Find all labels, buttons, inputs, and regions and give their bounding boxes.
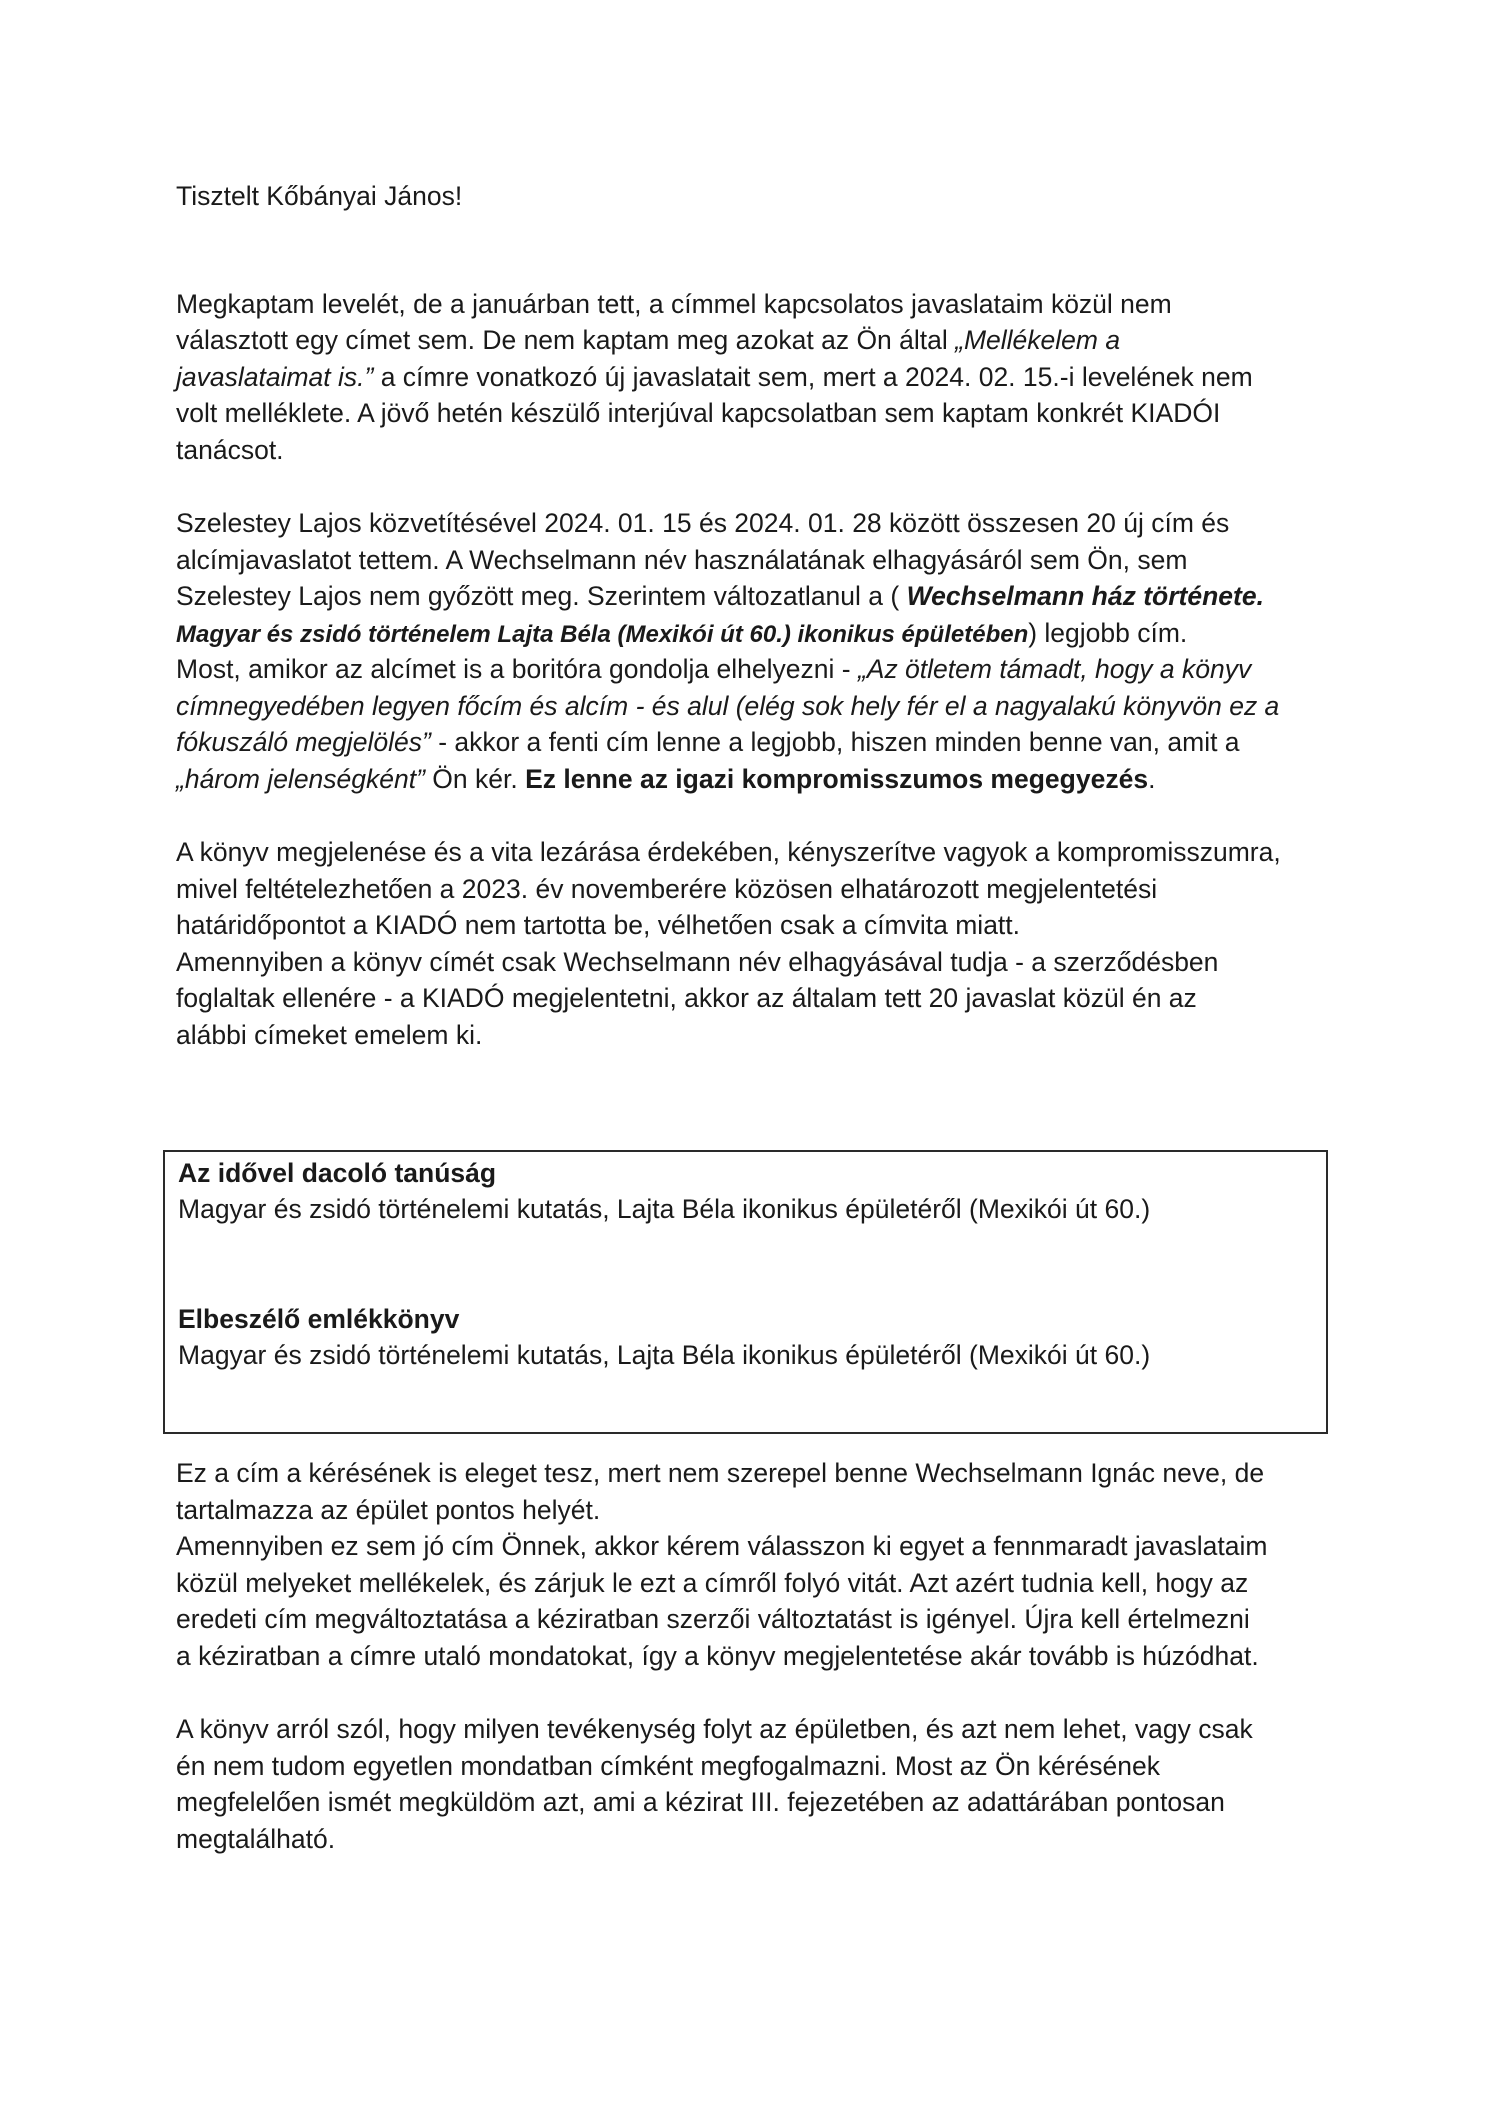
text-line: foglaltak ellenére - a KIADÓ megjelentetni, akkor az általam tett 20 javaslat közül én az [176, 983, 1197, 1013]
quote-line: címnegyedében legyen főcím és alcím - és alul (elég sok hely fér el a nagyalakú könyvön ez a [176, 691, 1280, 721]
text-line: én nem tudom egyetlen mondatban címként megfogalmazni. Most az Ön kérésének [176, 1751, 1160, 1781]
text-line [176, 615, 1187, 653]
text-line: a kéziratban a címre utaló mondatokat, így a könyv megjelentetése akár tovább is húzódhat. [176, 1641, 1259, 1671]
text-span: a címre vonatkozó új javaslatait sem, mert a 2024. 02. 15.-i levelének nem [373, 362, 1253, 392]
proposal-subtitle-2: Magyar és zsidó történelemi kutatás, Lajta Béla ikonikus épületéről (Mexikói út 60.) [178, 1340, 1151, 1370]
text-line: alábbi címeket emelem ki. [176, 1020, 483, 1050]
text-line: közül melyeket mellékelek, és zárjuk le ezt a címről folyó vitát. Azt azért tudnia kell, hogy az [176, 1568, 1249, 1598]
bold-span: Ez lenne az igazi kompromisszumos megegyezés [525, 764, 1149, 794]
text-line: tartalmazza az épület pontos helyét. [176, 1495, 601, 1525]
proposal-subtitle-1: Magyar és zsidó történelemi kutatás, Lajta Béla ikonikus épületéről (Mexikói út 60.) [178, 1194, 1151, 1224]
text-line [176, 724, 1240, 760]
text-span: Szelestey Lajos nem győzött meg. Szerintem változatlanul a ( [176, 581, 907, 611]
title-proposals-box [163, 1150, 1328, 1434]
text-line: eredeti cím megváltoztatása a kéziratban szerzői változtatást is igényel. Újra kell értelmezni [176, 1604, 1250, 1634]
text-line: Ez a cím a kérésének is eleget tesz, mert nem szerepel benne Wechselmann Ignác neve, de [176, 1458, 1265, 1488]
text-span: ) legjobb cím. [1028, 618, 1188, 648]
text-line: Megkaptam levelét, de a januárban tett, a címmel kapcsolatos javaslataim közül nem [176, 289, 1172, 319]
quote-span: „három jelenségként” [176, 764, 425, 794]
text-line: Amennyiben a könyv címét csak Wechselmann név elhagyásával tudja - a szerződésben [176, 947, 1219, 977]
proposed-title: Wechselmann ház története. [906, 581, 1264, 611]
text-line [176, 578, 1264, 614]
quote-span: fókuszáló megjelölés” [176, 727, 431, 757]
quote-span: javaslataimat is.” [176, 362, 374, 392]
text-line: mivel feltételezhetően a 2023. év novemberére közösen elhatározott megjelentetési [176, 874, 1158, 904]
text-line: A könyv arról szól, hogy milyen tevékenység folyt az épületben, és azt nem lehet, vagy csak [176, 1714, 1253, 1744]
salutation: Tisztelt Kőbányai János! [176, 181, 463, 211]
proposal-title-1: Az idővel dacoló tanúság [178, 1158, 497, 1188]
text-span: Ön kér. [424, 764, 526, 794]
text-line: volt melléklete. A jövő hetén készülő interjúval kapcsolatban sem kaptam konkrét KIADÓI [176, 398, 1221, 428]
text-line: A könyv megjelenése és a vita lezárása érdekében, kényszerítve vagyok a kompromisszumra, [176, 837, 1281, 867]
quote-span: „Mellékelem a [955, 325, 1121, 355]
text-line: Szelestey Lajos közvetítésével 2024. 01. 15 és 2024. 01. 28 között összesen 20 új cím és [176, 508, 1230, 538]
text-line: Amennyiben ez sem jó cím Önnek, akkor kérem válasszon ki egyet a fennmaradt javaslataim [176, 1531, 1268, 1561]
text-line: megfelelően ismét megküldöm azt, ami a kézirat III. fejezetében az adattárában pontosan [176, 1787, 1225, 1817]
text-line [176, 322, 1120, 358]
text-line [176, 359, 1253, 395]
proposal-title-2: Elbeszélő emlékkönyv [178, 1304, 460, 1334]
text-span: - akkor a fenti cím lenne a legjobb, hiszen minden benne van, amit a [430, 727, 1240, 757]
text-line: alcímjavaslatot tettem. A Wechselmann név használatának elhagyásáról sem Ön, sem [176, 545, 1188, 575]
text-line [176, 651, 1251, 687]
quote-span: „Az ötletem támadt, hogy a könyv [857, 654, 1252, 684]
text-span: Most, amikor az alcímet is a boritóra gondolja elhelyezni - [176, 654, 858, 684]
text-line: határidőpontot a KIADÓ nem tartotta be, vélhetően csak a címvita miatt. [176, 910, 1021, 940]
text-line [176, 761, 1155, 797]
text-line: megtalálható. [176, 1824, 336, 1854]
text-span: . [1148, 764, 1156, 794]
proposed-subtitle: Magyar és zsidó történelem Lajta Béla (Mexikói út 60.) ikonikus épületében [176, 621, 1029, 648]
text-line: tanácsot. [176, 435, 284, 465]
text-span: választott egy címet sem. De nem kaptam meg azokat az Ön által [176, 325, 956, 355]
